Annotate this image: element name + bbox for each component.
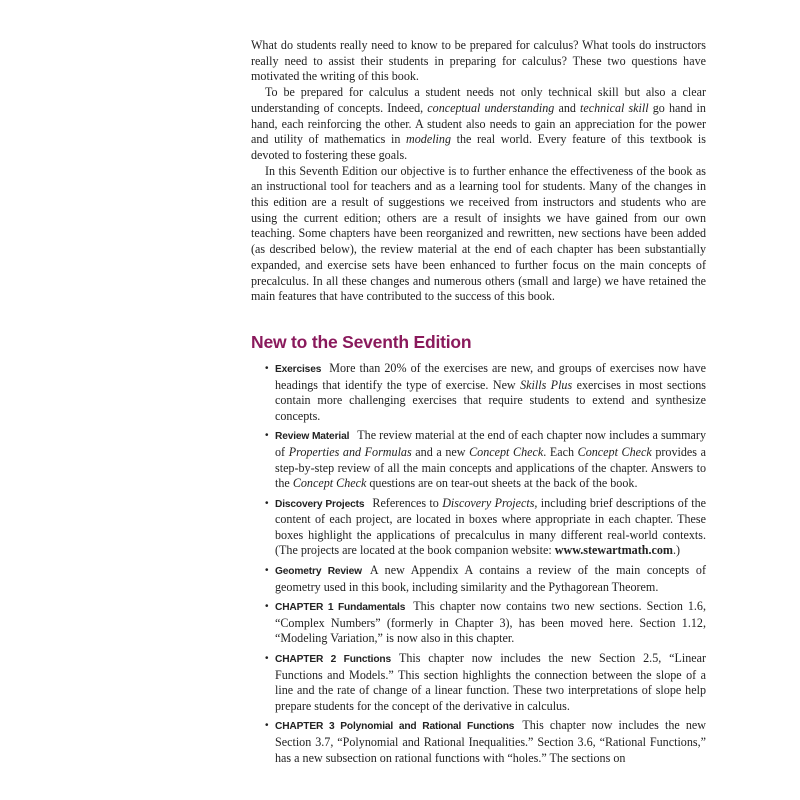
- feature-title: CHAPTER 1 Fundamentals: [275, 602, 406, 614]
- text-segment: and a new: [411, 444, 470, 459]
- body-paragraph: [251, 164, 706, 305]
- feature-title: CHAPTER 3 Polynomial and Rational Functions: [275, 721, 515, 733]
- text-segment: This chapter now includes the new Section 3.7, “Polynomial and Rational Inequalities.” Section 3.6, “Rational Functions,” has a new subsection on rational functions with “holes.” The sections on: [275, 718, 706, 765]
- feature-title: CHAPTER 2 Functions: [275, 654, 391, 666]
- bullet-icon: •: [265, 565, 269, 577]
- text-segment: The review material at the end of each chapter now includes a summary of: [275, 428, 706, 459]
- feature-item: [265, 428, 706, 491]
- feature-item: [265, 563, 706, 595]
- text-segment: .): [672, 543, 681, 558]
- text-segment: More than 20% of the exercises are new, and groups of exercises now have headings that identify the type of exercise. New: [275, 360, 706, 392]
- feature-item: [265, 599, 706, 647]
- italic-term: Skills Plus: [520, 377, 573, 392]
- text-segment: provides a step-by-step review of all the main concepts and applications of the chapter. Answers to the: [275, 444, 706, 491]
- feature-item: [265, 361, 706, 424]
- text-segment: What do students really need to know to be prepared for calculus? What tools do instructors really need to assist their students in preparing for calculus? These two questions have motivated the writing of this book.: [251, 38, 706, 84]
- bullet-icon: •: [265, 430, 269, 442]
- bullet-icon: •: [265, 497, 269, 509]
- text-segment: In this Seventh Edition our objective is to further enhance the effectiveness of the book as an instructional tool for teachers and as a learning tool for students. Many of the changes in this edition are a result of suggestions we received from instructors and students who are using the current edition; others are a result of insights we have gained from our own teaching. Some chapters have been reorganized and rewritten, new sections have been added (as described below), the review material at the end of each chapter has been substantially expanded, and exercise sets have been enhanced to further focus on the main concepts of precalculus. In all these changes and numerous others (small and large) we have retained the main features that have contributed to the success of this book.: [251, 163, 706, 304]
- italic-term: conceptual understanding: [427, 100, 555, 115]
- bullet-icon: •: [265, 653, 269, 665]
- text-segment: A new Appendix A contains a review of the main concepts of geometry used in this book, including similarity and the Pythagorean Theorem.: [275, 563, 706, 594]
- text-segment: . Each: [543, 444, 578, 459]
- text-segment: To be prepared for calculus a student needs not only technical skill but also a clear understanding of concepts. Indeed,: [251, 85, 706, 115]
- feature-title: Review Material: [275, 431, 350, 443]
- text-segment: the real world. Every feature of this textbook is devoted to fostering these goals.: [251, 132, 706, 162]
- feature-item: [265, 651, 706, 714]
- body-paragraph: [251, 38, 706, 85]
- text-segment: questions are on tear-out sheets at the back of the book.: [366, 476, 638, 491]
- bullet-icon: •: [265, 601, 269, 613]
- italic-term: technical skill: [580, 100, 649, 115]
- feature-title: Exercises: [275, 363, 322, 375]
- italic-term: Properties and Formulas: [288, 444, 412, 459]
- intro-paragraphs: [251, 38, 706, 305]
- text-segment: exercises in most sections contain more challenging exercises that require students to extend and synthesize concepts.: [275, 377, 706, 423]
- bullet-icon: •: [265, 362, 269, 374]
- italic-term: Concept Check: [292, 476, 367, 491]
- feature-item: [265, 718, 706, 766]
- italic-term: Concept Check: [577, 444, 652, 459]
- bold-term: www.stewartmath.com: [554, 543, 673, 558]
- italic-term: Discovery Projects,: [442, 495, 538, 510]
- preface-content: [251, 38, 706, 770]
- italic-term: Concept Check: [469, 444, 544, 459]
- section-heading: New to the Seventh Edition: [251, 331, 472, 352]
- text-segment: This chapter now contains two new sections. Section 1.6, “Complex Numbers” (formerly in Chapter 3), has been moved here. Section 1.12, “Modeling Variation,” is now also in this chapter.: [275, 599, 707, 646]
- body-paragraph: [251, 85, 706, 164]
- text-segment: go hand in hand, each reinforcing the other. A student also needs to gain an appreciation for the power and utility of mathematics in: [251, 100, 706, 147]
- feature-title: Discovery Projects: [275, 498, 365, 510]
- text-segment: This chapter now includes the new Section 2.5, “Linear Functions and Models.” This section highlights the connection between the slope of a line and the rate of change of a linear function. These two interpretations of slope help prepare students for the concept of the derivative in calculus.: [275, 651, 707, 713]
- text-segment: and: [554, 100, 581, 115]
- bullet-icon: •: [265, 720, 269, 732]
- feature-description: [275, 361, 706, 423]
- text-segment: References to: [372, 495, 443, 510]
- text-segment: including brief descriptions of the content of each project, are located in boxes where appropriate in each chapter. These boxes highlight the applications of precalculus in many different real-world contexts. (The projects are located at the book companion website:: [275, 495, 706, 558]
- italic-term: modeling: [406, 132, 452, 147]
- feature-title: Geometry Review: [275, 566, 362, 578]
- feature-item: [265, 496, 706, 559]
- feature-list: [251, 361, 706, 766]
